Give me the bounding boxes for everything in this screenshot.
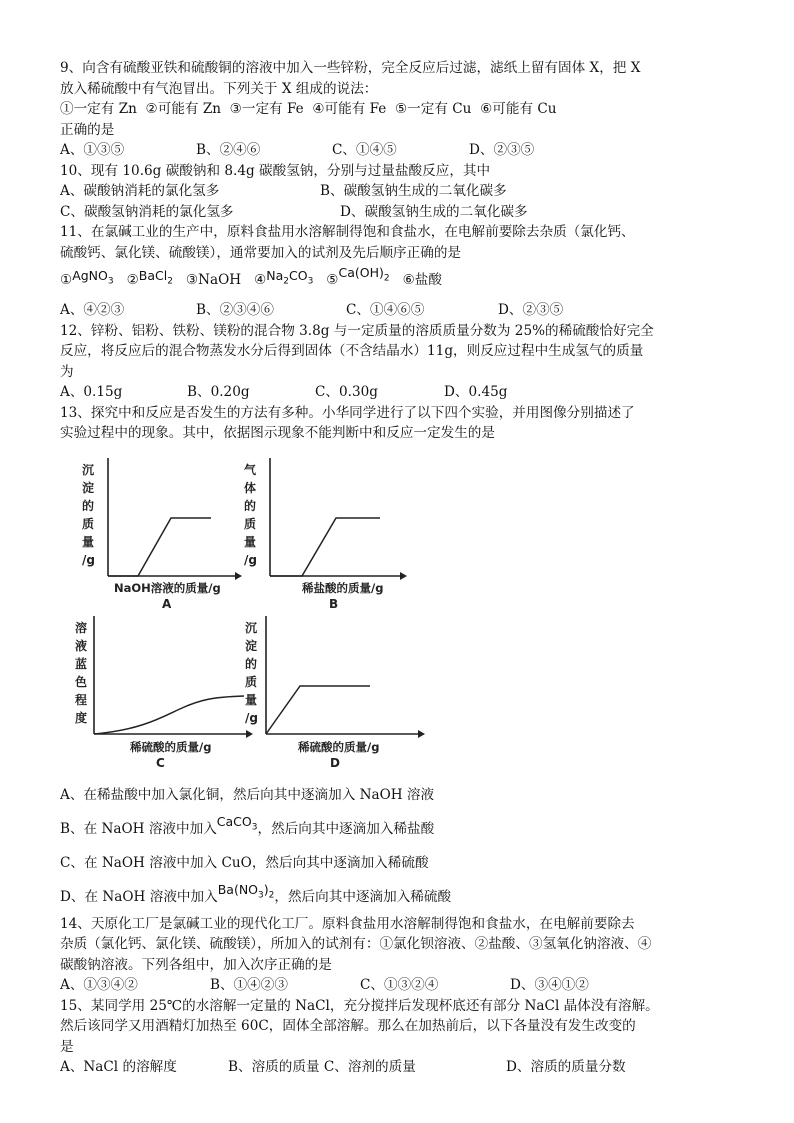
figure-b-ylabel-1: 气 (244, 462, 257, 477)
q13-stem-line-1: 13、探究中和反应是否发生的方法有多种。小华同学进行了以下四个实验，并用图像分别描述了 (60, 404, 635, 421)
q9-option-a[interactable]: A、①③⑤ (60, 142, 125, 158)
figure-b-ylabel-3: 的 (244, 498, 257, 513)
q11-r4-formula (266, 268, 314, 287)
q15-stem-line-1: 15、某同学用 25℃的水溶解一定量的 NaCl，充分搅拌后发现杯底还有部分 NaCl 晶体没有溶解。 (60, 997, 659, 1014)
q10-options-row-1 (60, 181, 750, 202)
q14-stem-line-3: 碳酸钠溶液。下列各组中，加入次序正确的是 (60, 956, 332, 973)
q11-r5-sub: 2 (383, 273, 390, 284)
q12-option-c[interactable]: C、0.30g (315, 384, 378, 400)
q11-r1-formula (72, 268, 114, 287)
q13-figures (60, 450, 750, 772)
q14-option-c[interactable]: C、①③②④ (360, 977, 439, 993)
question-11 (60, 222, 750, 321)
q9-options (60, 140, 750, 161)
q10-option-d[interactable]: D、碳酸氢钠生成的二氧化碳多 (340, 203, 528, 220)
q14-options (60, 975, 750, 996)
figure-b-x-arrow (400, 572, 407, 580)
figure-c-letter: C (156, 755, 165, 770)
q11-r5-formula (338, 265, 390, 284)
q11-reagent-6: ⑥盐酸 (402, 272, 442, 288)
q15-option-a[interactable]: A、NaCl 的溶解度 (60, 1059, 177, 1075)
q10-option-c[interactable]: C、碳酸氢钠消耗的氯化氢多 (60, 203, 234, 220)
q9-option-d[interactable]: D、②③⑤ (469, 142, 535, 158)
q11-r1-sub: 3 (107, 276, 114, 287)
figure-a-letter: A (162, 596, 172, 611)
figure-c-ylabel-4: 色 (75, 674, 88, 689)
q13-option-b-post: ，然后向其中逐滴加入稀盐酸 (257, 820, 435, 837)
question-14 (60, 914, 750, 996)
figure-c-ylabel-2: 液 (75, 638, 88, 653)
q11-r5-a: Ca(OH) (338, 265, 384, 280)
q11-r4-sub1: 2 (283, 276, 289, 287)
q13-option-b-pre: B、在 NaOH 溶液中加入 (60, 820, 217, 837)
q13-option-b-sub: 3 (251, 822, 258, 832)
q11-stem-line-2: 硫酸钙、氯化镁、硫酸镁），通常要加入的试剂及先后顺序正确的是 (60, 244, 462, 261)
figure-d-ylabel-6: /g (245, 710, 258, 725)
q13-option-b-chem: CaCO (216, 813, 252, 829)
q11-option-c[interactable]: C、①④⑥⑤ (346, 302, 425, 318)
figure-a-ylabel-6: /g (82, 552, 95, 567)
q9-option-c[interactable]: C、①④⑤ (332, 142, 397, 158)
q9-stem-line-2: 放入稀硫酸中有气泡冒出。下列关于 X 组成的说法： (60, 80, 378, 97)
figure-d-ylabel-3: 的 (245, 656, 258, 671)
q11-options (60, 300, 750, 321)
q11-option-b[interactable]: B、②③④⑥ (196, 302, 274, 318)
q10-stem: 10、现有 10.6g 碳酸钠和 8.4g 碳酸氢钠，分别与过量盐酸反应，其中 (60, 162, 491, 179)
q13-option-d-chem: Ba(NO (217, 881, 259, 897)
q10-options-row-2 (60, 202, 750, 223)
figure-b-ylabel-2: 体 (244, 480, 257, 495)
figure-c (72, 610, 262, 772)
q15-option-d[interactable]: D、溶质的质量分数 (506, 1059, 626, 1075)
figure-c-graph (72, 610, 262, 768)
q13-option-d-chem2: ) (263, 881, 269, 897)
figure-b-curve (270, 518, 380, 576)
q15-stem-line-3: 是 (60, 1038, 74, 1055)
q13-option-c[interactable]: C、在 NaOH 溶液中加入 CuO，然后向其中逐滴加入稀硫酸 (60, 854, 429, 871)
q12-option-a[interactable]: A、0.15g (60, 384, 123, 400)
q13-option-a[interactable]: A、在稀盐酸中加入氯化铜，然后向其中逐滴加入 NaOH 溶液 (60, 786, 435, 803)
figure-b-ylabel-6: /g (244, 552, 257, 567)
q11-r4-c: CO (289, 268, 308, 283)
q11-r5-num: ⑤ (326, 272, 339, 288)
figure-d-x-arrow (418, 730, 425, 738)
figure-d-ylabel-5: 量 (245, 692, 258, 707)
question-10 (60, 161, 750, 223)
figure-a-ylabel-1: 沉 (82, 462, 95, 477)
figure-c-curve (94, 696, 244, 734)
q11-reagents (60, 263, 750, 297)
figure-b-letter: B (329, 596, 339, 611)
q11-reagent-4 (254, 268, 314, 288)
figure-c-xlabel: 稀硫酸的质量/g (130, 739, 212, 754)
q15-stem-line-2: 然后该同学又用酒精灯加热至 60C，固体全部溶解。那么在加热前后，以下各量没有发生改变的 (60, 1018, 636, 1034)
figure-c-ylabel-5: 程 (75, 692, 88, 707)
figure-b-graph (240, 450, 415, 611)
q15-options (60, 1057, 750, 1078)
q11-r2-sub: 2 (167, 276, 173, 287)
q11-r4-a: Na (266, 268, 284, 283)
q11-r2-a: BaCl (138, 268, 168, 283)
q11-r2-num: ② (126, 272, 139, 288)
q13-option-d-pre: D、在 NaOH 溶液中加入 (60, 888, 218, 905)
figure-a-ylabel-4: 质 (82, 516, 95, 531)
figure-d-curve (266, 686, 370, 734)
q11-r1-a: AgNO (72, 268, 108, 283)
figure-a (70, 450, 245, 611)
figure-a-ylabel-3: 的 (82, 498, 95, 513)
q11-option-a[interactable]: A、④②③ (60, 302, 125, 318)
q12-option-d[interactable]: D、0.45g (444, 384, 508, 400)
figure-d-letter: D (330, 755, 340, 770)
q14-option-a[interactable]: A、①③④② (60, 977, 138, 993)
figure-a-xlabel: NaOH溶液的质量/g (114, 580, 221, 595)
figure-c-ylabel-6: 度 (75, 710, 88, 725)
figure-d (240, 610, 440, 772)
q11-r4-num: ④ (254, 272, 267, 288)
figure-d-ylabel-2: 淀 (245, 638, 258, 653)
figure-a-graph (70, 450, 245, 611)
q15-option-bc[interactable]: B、溶质的质量 C、溶剂的质量 (228, 1059, 416, 1075)
q12-stem-line-2: 反应，将反应后的混合物蒸发水分后得到固体（不含结晶水）11g，则反应过程中生成氢气的质量 (60, 343, 644, 359)
figure-a-ylabel-2: 淀 (82, 480, 95, 495)
q12-option-b[interactable]: B、0.20g (187, 384, 250, 400)
figure-b (240, 450, 415, 611)
q9-statements: ①一定有 Zn ②可能有 Zn ③一定有 Fe ④可能有 Fe ⑤一定有 Cu ⑥可能有 Cu (60, 101, 557, 117)
q13-option-d[interactable] (60, 880, 750, 914)
q9-prompt: 正确的是 (60, 121, 115, 138)
q9-stem-line-1: 9、向含有硫酸亚铁和硫酸铜的溶液中加入一些锌粉，完全反应后过滤，滤纸上留有固体 X，把 X (60, 60, 641, 76)
q11-reagent-5 (326, 265, 390, 288)
q14-option-b[interactable]: B、①④②③ (210, 977, 288, 993)
q14-stem-line-1: 14、天原化工厂是氯碱工业的现代化工厂。原料食盐用水溶解制得饱和食盐水，在电解前要除去 (60, 915, 635, 932)
q11-stem-line-1: 11、在氯碱工业的生产中，原料食盐用水溶解制得饱和食盐水，在电解前要除去杂质（氯化钙、 (60, 224, 635, 240)
q13-option-d-post: ，然后向其中逐滴加入稀硫酸 (274, 888, 452, 905)
q13-stem-line-2: 实验过程中的现象。其中，依据图示现象不能判断中和反应一定发生的是 (60, 425, 495, 441)
q11-r2-formula (138, 268, 173, 287)
question-9 (60, 58, 750, 161)
q10-option-a[interactable]: A、碳酸钠消耗的氯化氢多 (60, 183, 220, 199)
q11-r4-sub2: 3 (307, 276, 314, 287)
q9-option-b[interactable]: B、②④⑥ (196, 142, 261, 158)
q11-option-d[interactable]: D、②③⑤ (498, 302, 564, 318)
figure-a-ylabel-5: 量 (82, 534, 95, 549)
q11-r1-num: ① (60, 272, 73, 288)
figure-c-ylabel-3: 蓝 (75, 656, 88, 671)
figure-b-xlabel: 稀盐酸的质量/g (302, 580, 384, 595)
figure-d-ylabel-4: 质 (245, 674, 258, 689)
q12-options (60, 382, 750, 403)
q12-stem-line-3: 为 (60, 363, 74, 380)
figure-b-ylabel-4: 质 (244, 516, 257, 531)
exam-page (60, 58, 750, 1078)
figure-a-curve (108, 518, 211, 576)
q11-reagent-3: ③NaOH (185, 272, 242, 288)
figure-c-ylabel-1: 溶 (75, 620, 88, 635)
q14-stem-line-2: 杂质（氯化钙、氯化镁、硫酸镁），所加入的试剂有：①氯化钡溶液、②盐酸、③氢氧化钠溶液、④ (60, 936, 652, 952)
q11-reagent-2 (126, 268, 173, 288)
q13-option-d-formula (217, 881, 275, 900)
figure-b-ylabel-5: 量 (244, 534, 257, 549)
figure-d-graph (240, 610, 440, 768)
figure-d-xlabel: 稀硫酸的质量/g (298, 739, 380, 754)
q13-option-d-sub1: 3 (258, 890, 264, 900)
q14-option-d[interactable]: D、③④①② (510, 977, 589, 993)
q13-option-b-formula (216, 813, 258, 832)
q13-option-b[interactable] (60, 812, 750, 846)
q12-stem-line-1: 12、锌粉、铝粉、铁粉、镁粉的混合物 3.8g 与一定质量的溶质质量分数为 25%的稀硫酸恰好完全 (60, 322, 654, 339)
question-12 (60, 321, 750, 403)
question-13 (60, 403, 750, 914)
q11-reagent-1 (60, 268, 114, 288)
figure-d-ylabel-1: 沉 (245, 620, 258, 635)
q13-option-d-sub2: 2 (268, 890, 275, 900)
q10-option-b[interactable]: B、碳酸氢钠生成的二氧化碳多 (320, 183, 507, 199)
question-15 (60, 996, 750, 1078)
